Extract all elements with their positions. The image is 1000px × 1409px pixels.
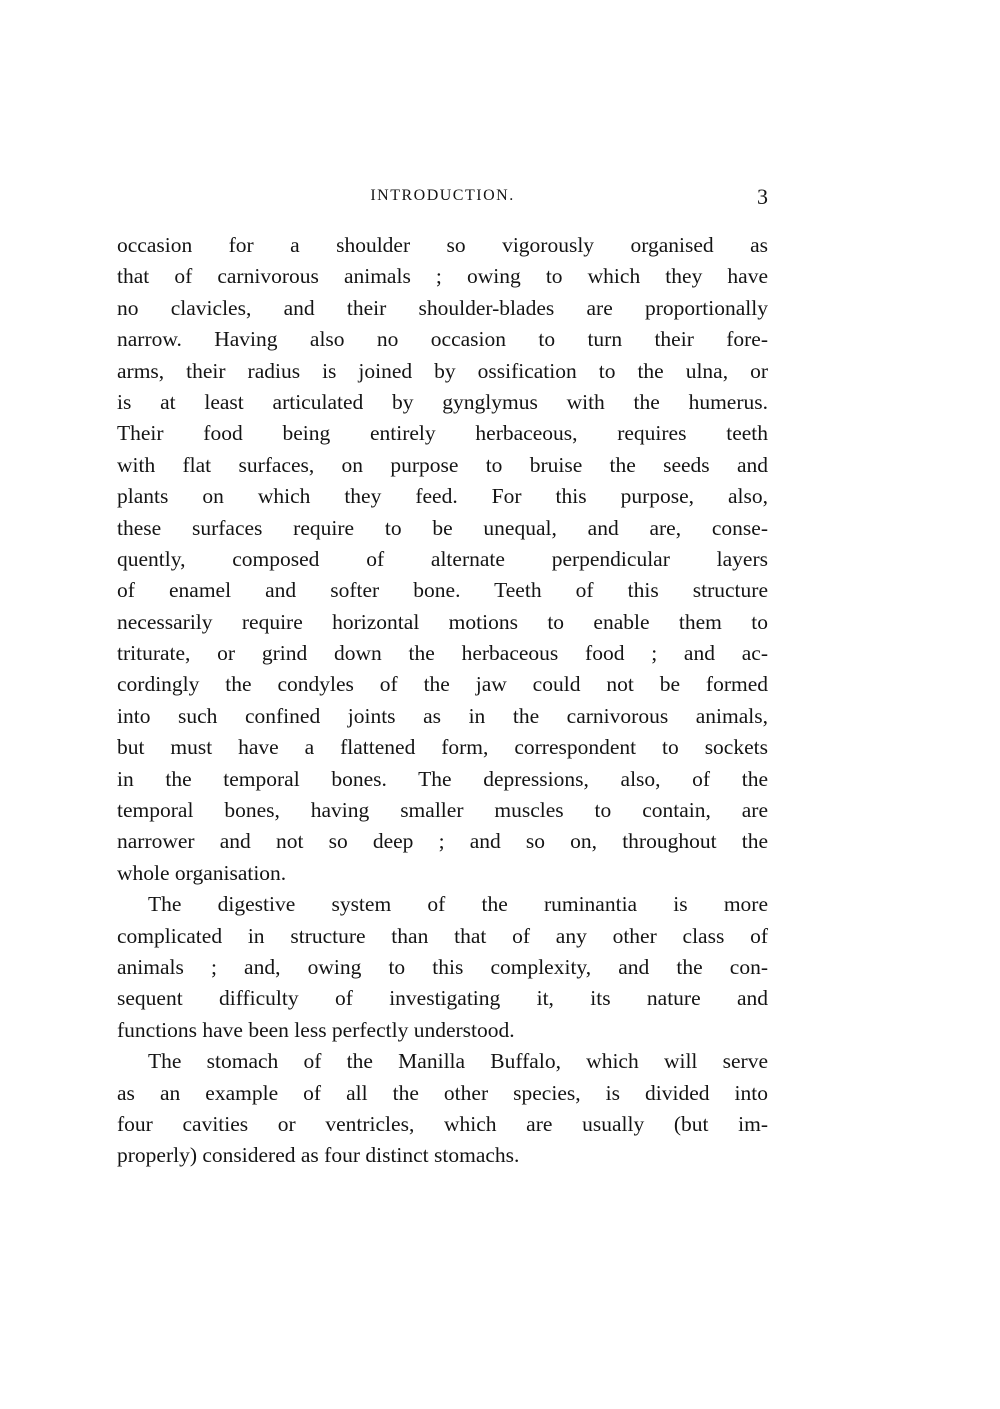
text-line: occasion for a shoulder so vigorously organised as [117,233,768,257]
text-line: quently, composed of alternate perpendicular layers [117,546,768,571]
paragraph-1 [117,230,768,889]
text-line: these surfaces require to be unequal, and are, conse- [117,515,768,540]
text-line: plants on which they feed. For this purpose, also, [117,484,768,509]
text-line: narrow. Having also no occasion to turn their fore- [117,327,768,352]
running-head [117,184,768,214]
text-line: of enamel and softer bone. Teeth of this structure [117,578,768,603]
running-title: INTRODUCTION. [370,187,515,204]
text-line: with flat surfaces, on purpose to bruise the seeds and [117,452,768,477]
text-line: triturate, or grind down the herbaceous food ; and ac- [117,641,768,666]
text-line: in the temporal bones. The depressions, also, of the [117,766,768,791]
text-line: arms, their radius is joined by ossification to the ulna, or [117,358,768,383]
text-line: no clavicles, and their shoulder-blades are proportionally [117,295,768,320]
text-line: The digestive system of the ruminantia is more [148,892,768,917]
text-line: whole organisation. [117,860,287,885]
text-line: is at least articulated by gynglymus with the humerus. [117,389,768,414]
text-line: but must have a flattened form, correspondent to sockets [117,735,768,760]
text-line: that of carnivorous animals ; owing to which they have [117,264,768,289]
text-line: animals ; and, owing to this complexity, and the con- [117,954,768,979]
text-line: four cavities or ventricles, which are usually (but im- [117,1111,768,1136]
text-line: necessarily require horizontal motions to enable them to [117,609,768,634]
text-line: temporal bones, having smaller muscles to contain, are [117,798,768,823]
page-number: 3 [757,184,768,209]
text-line: sequent difficulty of investigating it, its nature and [117,986,768,1011]
paragraph-3 [117,1046,768,1172]
text-line: Their food being entirely herbaceous, requires teeth [117,421,768,446]
text-line: properly) considered as four distinct stomachs. [117,1143,520,1168]
text-line: complicated in structure than that of any other class of [117,923,768,948]
text-line: The stomach of the Manilla Buffalo, which will serve [148,1049,768,1074]
text-line: cordingly the condyles of the jaw could not be formed [117,672,768,697]
text-line: into such confined joints as in the carnivorous animals, [117,703,768,728]
paragraph-2 [117,889,768,1046]
text-line: as an example of all the other species, is divided into [117,1080,768,1105]
text-line: narrower and not so deep ; and so on, throughout the [117,829,768,854]
text-line: functions have been less perfectly understood. [117,1017,515,1042]
body-text [117,230,768,1172]
